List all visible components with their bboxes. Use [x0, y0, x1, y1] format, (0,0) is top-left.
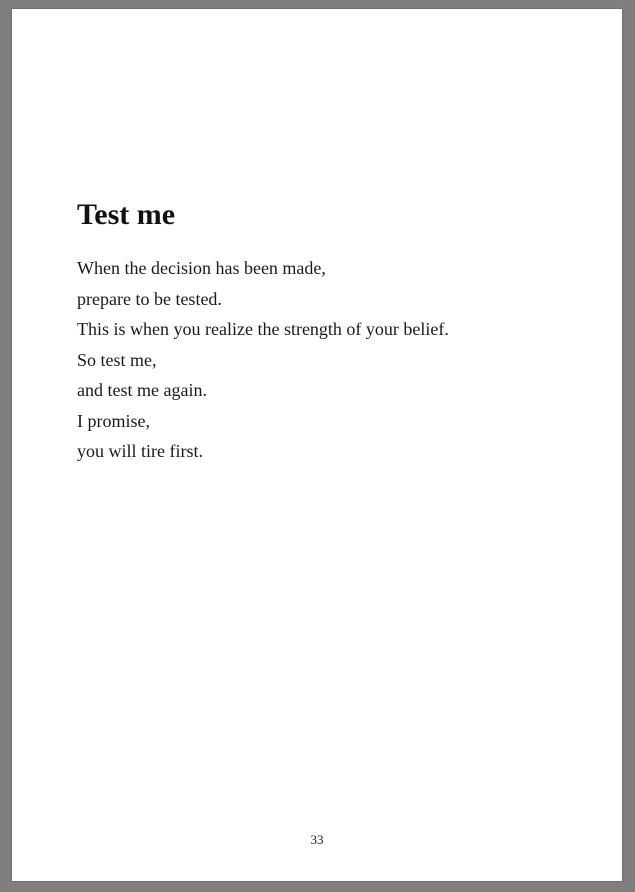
- poem-line: This is when you realize the strength of your belief.: [77, 319, 449, 339]
- page-number: 33: [310, 832, 324, 847]
- poem-line: and test me again.: [77, 380, 207, 400]
- document-page: [12, 9, 622, 881]
- page-title: Test me: [77, 198, 176, 231]
- poem-line: you will tire first.: [77, 441, 203, 461]
- poem-line: prepare to be tested.: [77, 288, 222, 309]
- poem-line: I promise,: [77, 410, 150, 431]
- poem-line: When the decision has been made,: [77, 258, 326, 278]
- poem-body: [77, 253, 449, 467]
- poem-line: So test me,: [77, 349, 157, 370]
